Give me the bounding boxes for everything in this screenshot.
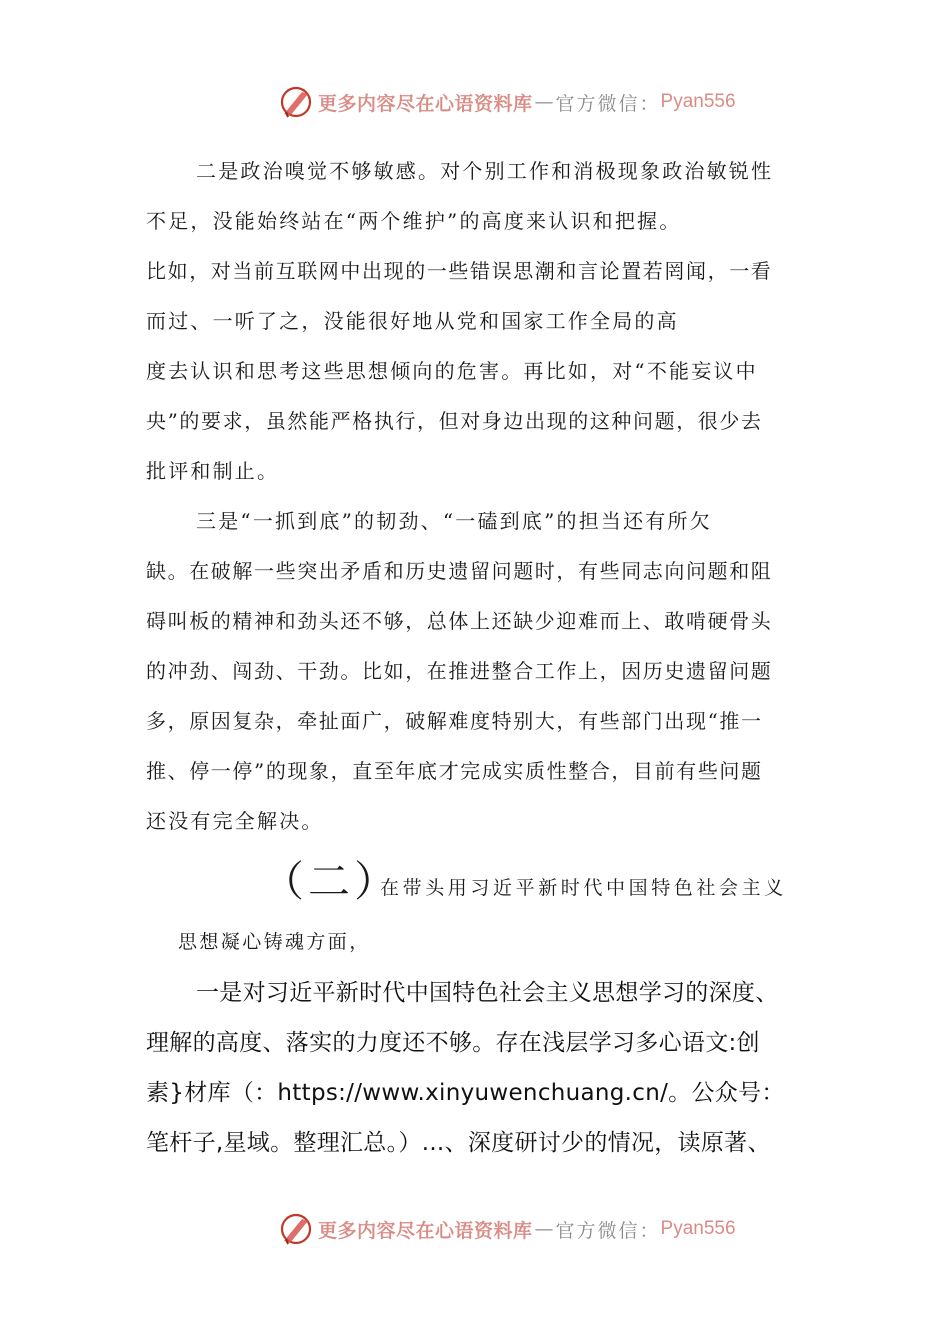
banner-wechat-label: 官方微信： (555, 92, 661, 115)
bold-paragraph-line: 素}材库（：https://www.xinyuwenchuang.cn/。公众号： (146, 1080, 785, 1106)
paragraph-line: 二是政治嗅觉不够敏感。对个别工作和消极现象政治敏锐性 (196, 159, 774, 183)
banner-wechat-label: 官方微信： (555, 1219, 661, 1242)
section-heading-continuation: 思想凝心铸魂方面， (178, 931, 371, 953)
paragraph-line: 碍叫板的精神和劲头还不够，总体上还缺少迎难而上、敢啃硬骨头 (146, 609, 773, 633)
section-heading-number: （二） (262, 857, 401, 906)
pen-logo-icon (278, 84, 314, 120)
banner-dash: — (534, 91, 554, 113)
paragraph-line: 央”的要求，虽然能严格执行，但对身边出现的这种问题，很少去 (146, 409, 763, 433)
paragraph-line: 多，原因复杂，牵扯面广，破解难度特别大，有些部门出现“推一 (146, 709, 763, 733)
paragraph-line: 度去认识和思考这些思想倾向的危害。再比如，对“不能妄议中 (146, 359, 758, 383)
footer-watermark-banner (278, 1211, 736, 1247)
bold-paragraph-line: 一是对习近平新时代中国特色社会主义思想学习的深度、 (196, 980, 779, 1006)
paragraph-line: 比如，对当前互联网中出现的一些错误思潮和言论置若罔闻，一看 (146, 259, 773, 283)
paragraph-line: 不足，没能始终站在“两个维护”的高度来认识和把握。 (146, 209, 682, 233)
paragraph-line: 缺。在破解一些突出矛盾和历史遗留问题时，有些同志向问题和阻 (146, 559, 773, 583)
banner-title: 更多内容尽在心语资料库 (318, 1219, 533, 1242)
banner-title: 更多内容尽在心语资料库 (318, 92, 533, 115)
paragraph-line: 的冲劲、闯劲、干劲。比如，在推进整合工作上，因历史遗留问题 (146, 659, 773, 683)
section-heading-text: 在带头用习近平新时代中国特色社会主义 (380, 877, 787, 899)
pen-logo-icon (278, 1211, 314, 1247)
paragraph-line: 而过、一听了之，没能很好地从党和国家工作全局的高 (146, 309, 679, 333)
paragraph-line: 三是“一抓到底”的韧劲、“一磕到底”的担当还有所欠 (196, 509, 712, 533)
banner-wechat-id: Pyan556 (660, 91, 736, 112)
paragraph-line: 推、停一停”的现象，直至年底才完成实质性整合，目前有些问题 (146, 759, 763, 783)
bold-paragraph-line: 笔杆子,星域。整理汇总。）...、深度研讨少的情况，读原著、 (146, 1130, 771, 1156)
bold-paragraph-line: 理解的高度、落实的力度还不够。存在浅层学习多心语文:创 (146, 1030, 760, 1056)
banner-dash: — (534, 1218, 554, 1240)
header-watermark-banner (278, 84, 736, 120)
banner-wechat-id: Pyan556 (660, 1218, 736, 1239)
paragraph-line: 批评和制止。 (146, 459, 280, 483)
paragraph-line: 还没有完全解决。 (146, 809, 324, 833)
